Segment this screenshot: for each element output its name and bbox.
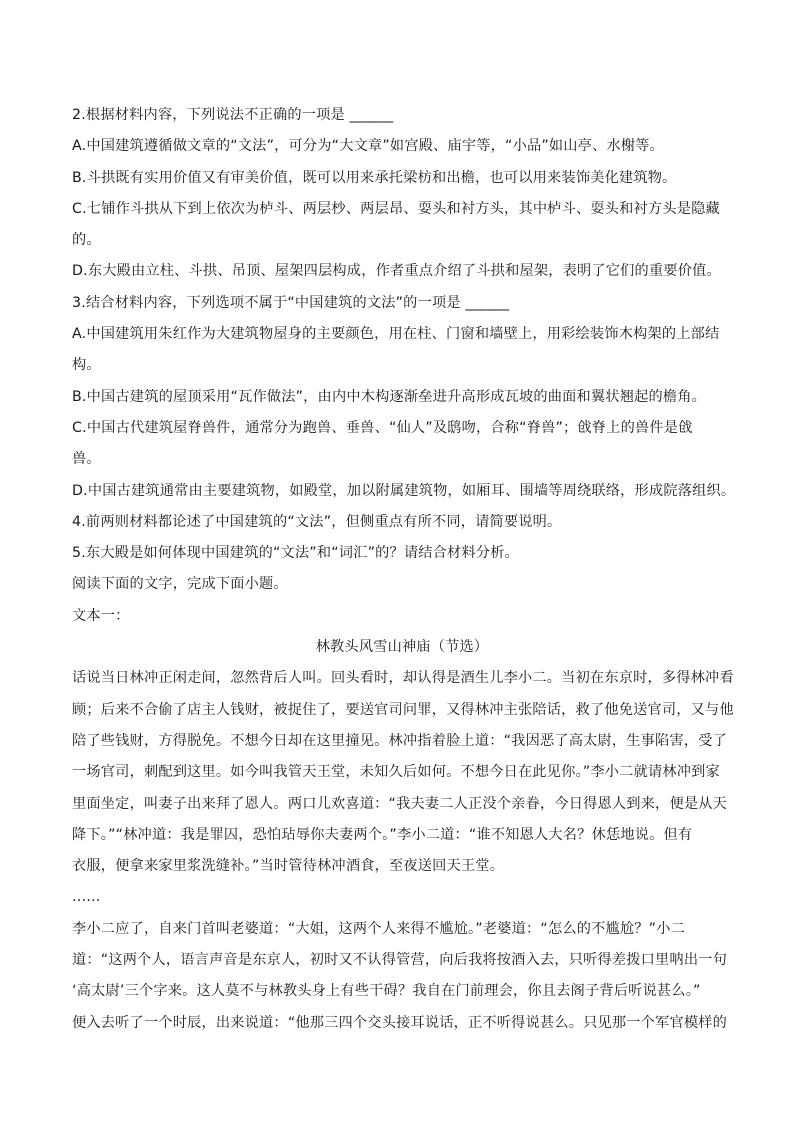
paragraph-line: 李小二应了，自来门首叫老婆道：“大姐，这两个人来得不尴尬。”老婆道：“怎么的不尴尬？”小二 (72, 920, 685, 937)
passage-paragraph-1 (72, 663, 734, 882)
question-3-option-b: B.中国古建筑的屋顶采用“瓦作做法”，由内中木构逐渐垒进升高形成瓦坡的曲面和翼状翘起的檐角。 (72, 388, 707, 405)
question-2-stem: 2.根据材料内容，下列说法不正确的一项是 ______ (72, 107, 394, 123)
passage-title: 林教头风雪山神庙（节选） (315, 639, 489, 656)
question-4: 4.前两则材料都论述了中国建筑的“文法”，但侧重点有所不同，请简要说明。 (72, 513, 562, 530)
question-2-option-c-cont: 的。 (72, 232, 101, 249)
paragraph-line: ‘高太尉’三个字来。这人莫不与林教头身上有些干碍？我自在门前理会，你且去阁子背后听说甚么。” (72, 983, 701, 1000)
paragraph-line: 道：“这两个人，语言声音是东京人，初时又不认得管营，向后我将按酒入去，只听得差拨口里呐出一句 (72, 952, 727, 969)
document-page (72, 100, 736, 1039)
paragraph-line: 一场官司，刺配到这里。如今叫我管天王堂，未知久后如何。不想今日在此见你。”李小二就请林冲到家 (72, 764, 720, 781)
question-5: 5.东大殿是如何体现中国建筑的“文法”和“词汇”的？请结合材料分析。 (72, 545, 519, 562)
question-3-stem: 3.结合材料内容，下列选项不属于“中国建筑的文法”的一项是 ______ (72, 294, 510, 311)
paragraph-line: 衣服，便拿来家里浆洗缝补。”当时管待林冲酒食，至夜送回天王堂。 (72, 858, 505, 875)
question-3-option-a-cont: 构。 (72, 357, 101, 374)
paragraph-line: 陪了些钱财，方得脱免。不想今日却在这里撞见。林冲指着脸上道：“我因恶了高太尉，生事陷害，受了 (72, 732, 727, 749)
passage-paragraph-2 (72, 914, 727, 1039)
paragraph-line: 话说当日林冲正闲走间，忽然背后人叫。回头看时，却认得是酒生儿李小二。当初在东京时，多得林冲看 (72, 670, 734, 687)
question-3-option-c-cont: 兽。 (72, 451, 101, 468)
question-2-option-c: C.七铺作斗拱从下到上依次为栌斗、两层杪、两层昂、耍头和衬方头，其中栌斗、耍头和衬方头是隐藏 (72, 200, 720, 217)
paragraph-line: 降下。”“林冲道：我是罪囚，恐怕玷辱你夫妻两个。”李小二道：“谁不知恩人大名？休恁地说。但有 (72, 826, 693, 843)
question-2-option-d: D.东大殿由立柱、斗拱、吊顶、屋架四层构成，作者重点介绍了斗拱和屋架，表明了它们的重要价值。 (72, 263, 721, 280)
question-2-option-b: B.斗拱既有实用价值又有审美价值，既可以用来承托梁枋和出檐，也可以用来装饰美化建筑物。 (72, 169, 677, 186)
ellipsis: …… (72, 889, 101, 906)
paragraph-line: 顾；后来不合偷了店主人钱财，被捉住了，要送官司问罪，又得林冲主张陪话，救了他免送官司，又与他 (72, 701, 734, 718)
paragraph-line: 便入去听了一个时辰，出来说道：“他那三四个交头接耳说话，正不听得说甚么。只见那一个军官模样的 (72, 1014, 727, 1031)
question-3-option-c: C.中国古代建筑屋脊兽件，通常分为跑兽、垂兽、“仙人”及鸱吻，合称“脊兽”；戗脊上的兽件是戗 (72, 419, 693, 436)
text-label: 文本一： (72, 607, 130, 624)
paragraph-line: 里面坐定，叫妻子出来拜了恩人。两口儿欢喜道：“我夫妻二人正没个亲眷，今日得恩人到来，便是从天 (72, 795, 727, 812)
question-2-option-a: A.中国建筑遵循做文章的“文法”，可分为“大文章”如宫殿、庙宇等，“小品”如山亭、水榭等。 (72, 138, 665, 155)
question-3-option-d: D.中国古建筑通常由主要建筑物，如殿堂，加以附属建筑物，如厢耳、围墙等周绕联络，形成院落组织。 (72, 482, 736, 499)
reading-instruction: 阅读下面的文字，完成下面小题。 (72, 576, 288, 593)
question-3-option-a: A.中国建筑用朱红作为大建筑物屋身的主要颜色，用在柱、门窗和墙壁上，用彩绘装饰木构架的上部结 (72, 326, 720, 343)
